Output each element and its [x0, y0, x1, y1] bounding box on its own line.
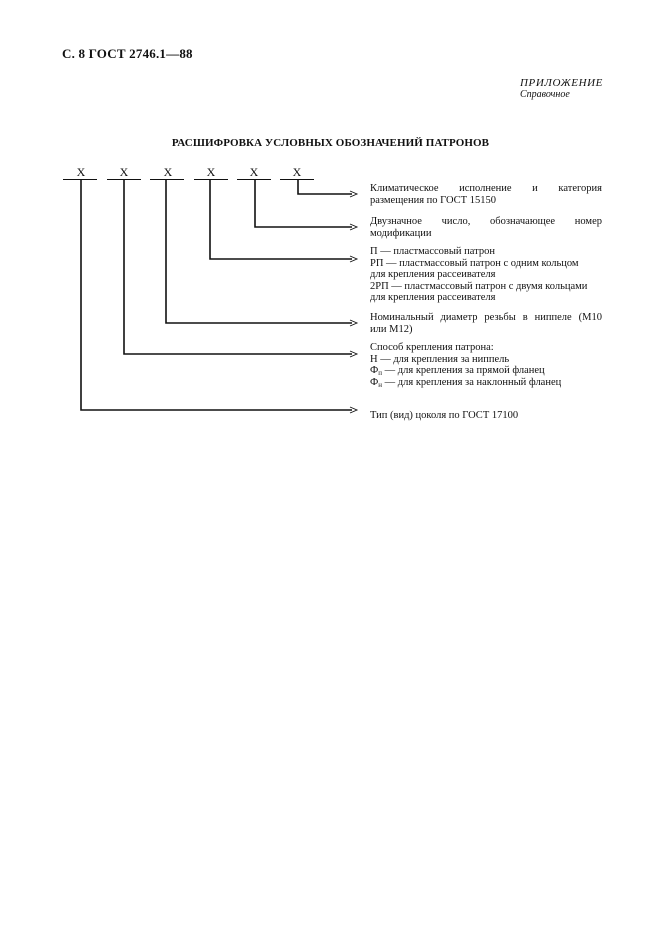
page-header: С. 8 ГОСТ 2746.1—88 [62, 46, 193, 61]
desc-thread-line-2: или М12) [370, 323, 413, 335]
leader-mounting [124, 180, 352, 354]
leader-climate [298, 180, 352, 194]
desc-modification [370, 216, 602, 239]
appendix-label: ПРИЛОЖЕНИЕ [520, 77, 603, 89]
desc-mounting [370, 342, 602, 388]
desc-mounting-flange-inclined [370, 377, 602, 389]
desc-thread-line-1: Номинальный диаметр резьбы в ниппеле (М10 [370, 312, 602, 323]
desc-material-line-1: П — пластмассовый патрон [370, 246, 496, 257]
leader-material [210, 180, 352, 259]
desc-material-line-5: для крепления рассеивателя [370, 292, 496, 304]
desc-climate-line-2: размещения по ГОСТ 15150 [370, 194, 496, 206]
leader-modification [255, 180, 352, 227]
flange-subscript: н [378, 380, 383, 389]
leader-lines [81, 180, 352, 410]
desc-thread [370, 312, 602, 335]
flange-letter: Ф [370, 365, 379, 377]
code-position-3: Х [163, 165, 173, 179]
code-position-1: Х [76, 165, 86, 179]
desc-mounting-flange-straight [370, 365, 602, 377]
flange-text: — для крепления за прямой фланец [382, 365, 545, 377]
desc-climate [370, 183, 602, 206]
leader-base [81, 180, 352, 410]
section-title: РАСШИФРОВКА УСЛОВНЫХ ОБОЗНАЧЕНИЙ ПАТРОНОВ [171, 137, 490, 149]
desc-base-line-1: Тип (вид) цоколя по ГОСТ 17100 [370, 410, 519, 421]
desc-mounting-nipple: Н — для крепления за ниппель [370, 353, 510, 365]
desc-base [370, 410, 602, 422]
flange-letter: Ф [370, 376, 379, 388]
desc-modification-line-1: Двузначное число, обозначающее номер [370, 216, 602, 227]
leader-thread [166, 180, 352, 323]
desc-material [370, 246, 602, 304]
desc-material-line-3: для крепления рассеивателя [370, 269, 496, 281]
flange-subscript: п [378, 369, 383, 378]
appendix-type: Справочное [520, 89, 570, 100]
desc-mounting-heading: Способ крепления патрона: [370, 342, 494, 353]
code-position-6: Х [292, 165, 302, 179]
desc-climate-line-1: Климатическое исполнение и категория [370, 183, 602, 194]
arrowheads [350, 191, 357, 413]
desc-material-line-4: 2РП — пластмассовый патрон с двумя кольцами [370, 280, 588, 292]
desc-material-line-2: РП — пластмассовый патрон с одним кольцом [370, 257, 579, 269]
code-position-4: Х [206, 165, 216, 179]
code-position-5: Х [249, 165, 259, 179]
flange-text: — для крепления за наклонный фланец [382, 376, 562, 388]
code-position-2: Х [119, 165, 129, 179]
desc-modification-line-2: модификации [370, 227, 432, 239]
